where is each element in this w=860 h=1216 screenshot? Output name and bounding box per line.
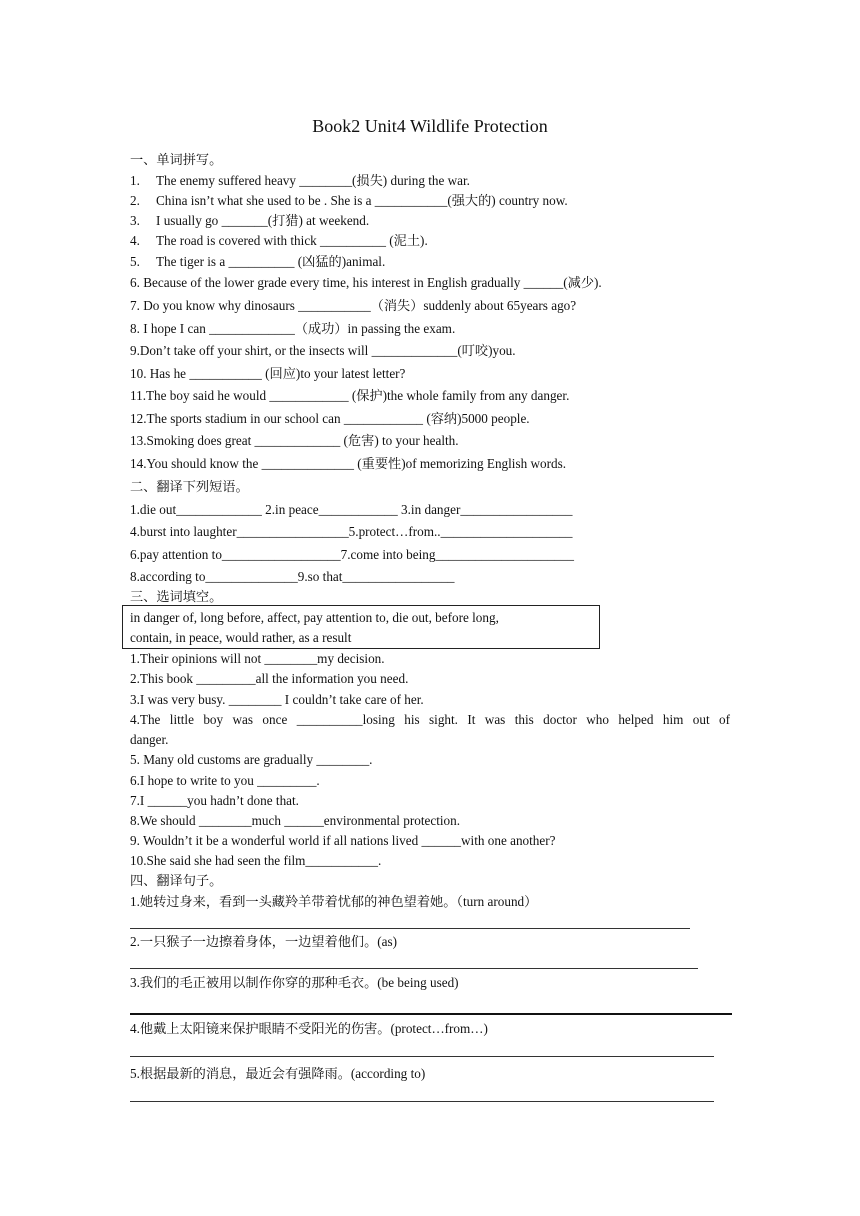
phrase-line-4: 8.according to______________9.so that_________________ [130, 569, 455, 584]
translate-item-3: 3.我们的毛正被用以制作你穿的那种毛衣。(be being used) [130, 975, 459, 990]
item-text: China isn’t what she used to be . She is a ___________(强大的) country now. [156, 193, 568, 208]
item-number: 3. [130, 213, 140, 228]
fill-item-3: 3.I was very busy. ________ I couldn’t take care of her. [130, 692, 424, 707]
phrase-line-2: 4.burst into laughter_________________5.protect…from..____________________ [130, 524, 573, 539]
translate-item-5: 5.根据最新的消息，最近会有强降雨。(according to) [130, 1066, 426, 1081]
spelling-item-11: 11.The boy said he would ____________ (保护)the whole family from any danger. [130, 388, 570, 403]
answer-line-4 [130, 1056, 714, 1057]
fill-item-10: 10.She said she had seen the film___________. [130, 853, 382, 868]
spelling-item-10: 10. Has he ___________ (回应)to your latest letter? [130, 366, 406, 381]
spelling-item-5 [130, 254, 385, 270]
spelling-item-14: 14.You should know the ______________ (重要性)of memorizing English words. [130, 456, 567, 471]
translate-item-4: 4.他戴上太阳镜来保护眼睛不受阳光的伤害。(protect…from…) [130, 1021, 488, 1036]
section-heading-translate: 四、翻译句子。 [130, 873, 223, 888]
item-number: 5. [130, 254, 140, 269]
fill-item-4-cont: danger. [130, 732, 169, 747]
fill-item-6: 6.I hope to write to you _________. [130, 773, 320, 788]
section-heading-fill-in: 三、选词填空。 [130, 589, 223, 604]
spelling-item-4 [130, 233, 428, 249]
word-bank-line-1: in danger of, long before, affect, pay attention to, die out, before long, [130, 610, 499, 625]
item-text: The road is covered with thick __________ (泥土). [156, 233, 428, 248]
spelling-item-12: 12.The sports stadium in our school can ____________ (容纳)5000 people. [130, 411, 530, 426]
spelling-item-9: 9.Don’t take off your shirt, or the insects will _____________(叮咬)you. [130, 343, 516, 358]
spelling-item-3 [130, 213, 369, 229]
item-text: The enemy suffered heavy ________(损失) during the war. [156, 173, 470, 188]
section-heading-spelling: 一、单词拼写。 [130, 152, 223, 167]
fill-item-2: 2.This book _________all the information you need. [130, 671, 409, 686]
translate-item-2: 2.一只猴子一边擦着身体，一边望着他们。(as) [130, 934, 398, 949]
spelling-item-13: 13.Smoking does great _____________ (危害) to your health. [130, 433, 459, 448]
phrase-line-3: 6.pay attention to__________________7.come into being_____________________ [130, 547, 574, 562]
answer-line-1 [130, 928, 690, 929]
answer-line-2 [130, 968, 698, 969]
word-bank-line-2: contain, in peace, would rather, as a result [130, 630, 352, 645]
fill-item-7: 7.I ______you hadn’t done that. [130, 793, 299, 808]
fill-item-1: 1.Their opinions will not ________my decision. [130, 651, 385, 666]
spelling-item-1 [130, 173, 470, 189]
item-text: I usually go _______(打猎) at weekend. [156, 213, 370, 228]
section-heading-phrases: 二、翻译下列短语。 [130, 479, 249, 494]
fill-item-9: 9. Wouldn’t it be a wonderful world if all nations lived ______with one another? [130, 833, 556, 848]
spelling-item-8: 8. I hope I can _____________（成功）in passing the exam. [130, 321, 456, 336]
item-number: 1. [130, 173, 140, 188]
translate-item-1: 1.她转过身来，看到一头藏羚羊带着忧郁的神色望着她。（turn around） [130, 894, 538, 909]
spelling-item-2 [130, 193, 568, 209]
fill-item-8: 8.We should ________much ______environmental protection. [130, 813, 461, 828]
fill-item-5: 5. Many old customs are gradually ________. [130, 752, 373, 767]
fill-item-4: 4.The little boy was once __________losing his sight. It was this doctor who helped him out of [130, 712, 730, 727]
item-number: 4. [130, 233, 140, 248]
item-number: 2. [130, 193, 140, 208]
item-text: The tiger is a __________ (凶猛的)animal. [156, 254, 386, 269]
spelling-item-7: 7. Do you know why dinosaurs ___________（消失）suddenly about 65years ago? [130, 298, 577, 313]
word-bank-box [122, 605, 600, 649]
spelling-item-6: 6. Because of the lower grade every time, his interest in English gradually ______(减少). [130, 275, 602, 290]
phrase-line-1: 1.die out_____________ 2.in peace____________ 3.in danger_________________ [130, 502, 573, 517]
answer-line-3 [130, 1013, 732, 1015]
page-title: Book2 Unit4 Wildlife Protection [312, 116, 548, 136]
answer-line-5 [130, 1101, 714, 1102]
